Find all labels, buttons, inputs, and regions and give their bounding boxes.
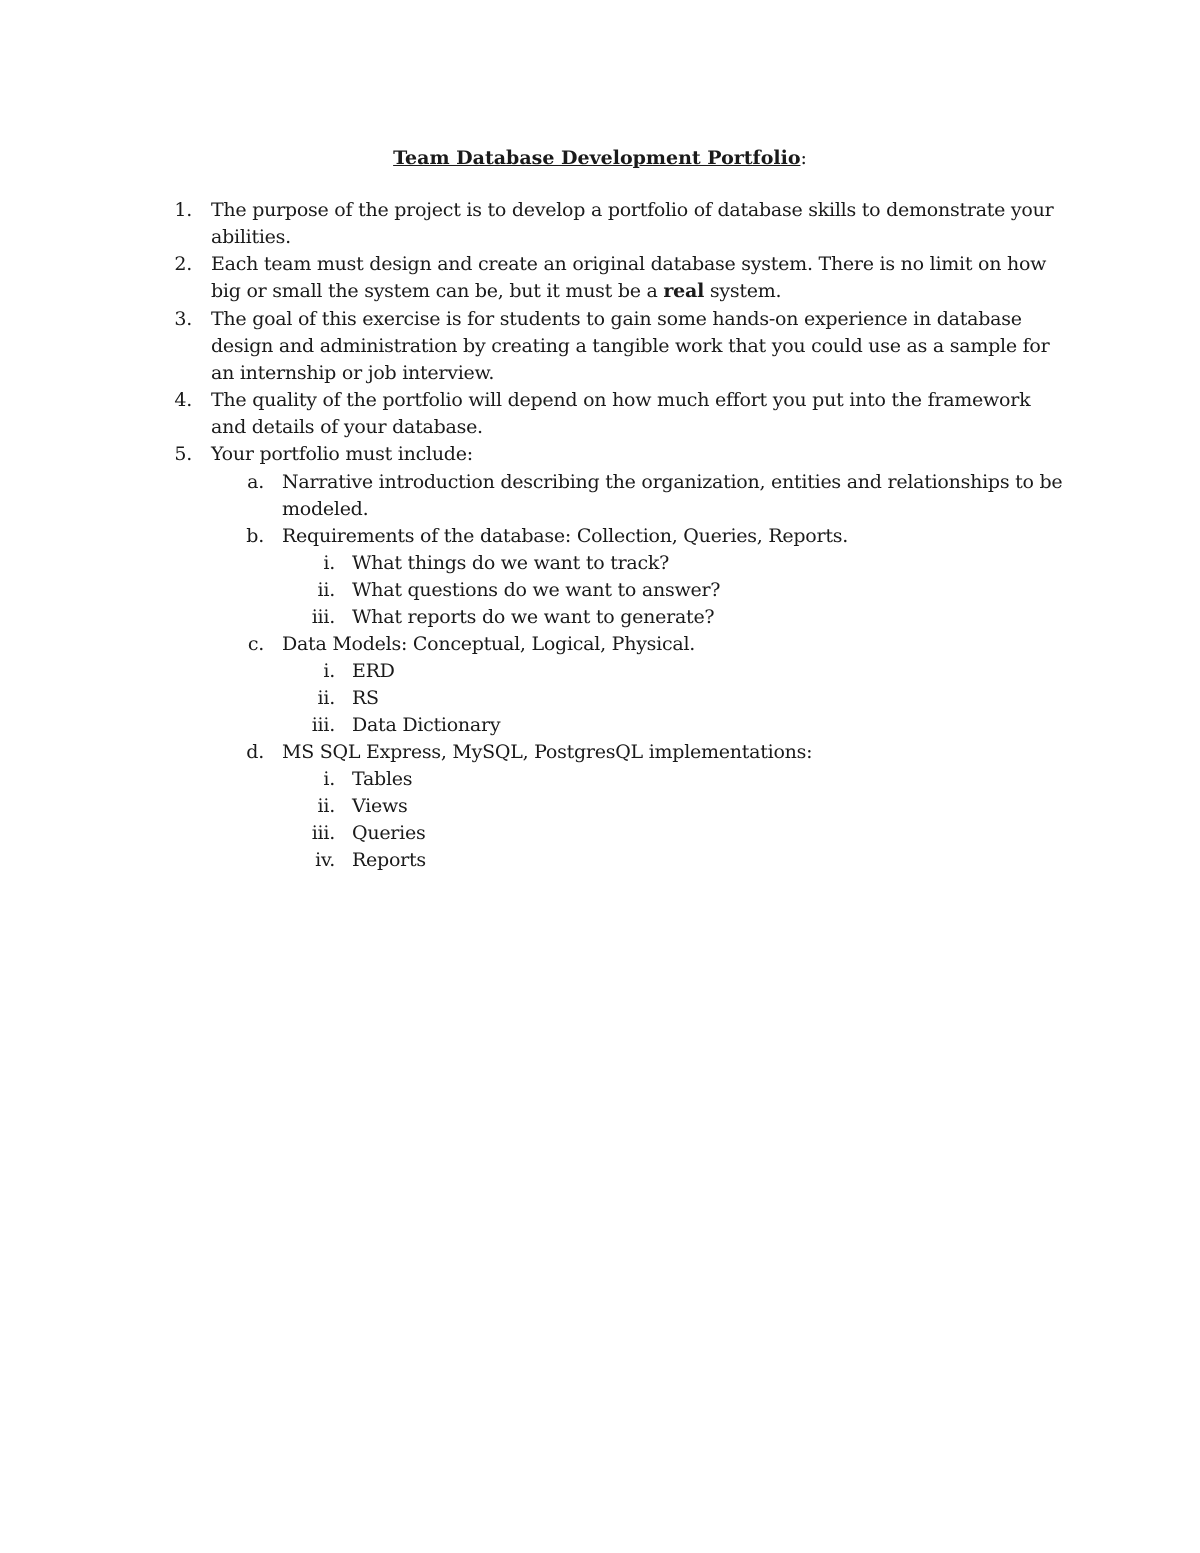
sublist-item-text: modeled.: [282, 498, 369, 520]
list-item-text: abilities.: [211, 226, 291, 248]
sublist-marker: c.: [247, 633, 264, 655]
sublist-item-text: Requirements of the database: Collection, Queries, Reports.: [282, 525, 849, 547]
emphasis-real: real: [663, 280, 705, 302]
roman-marker: ii.: [317, 795, 335, 817]
roman-marker: iii.: [311, 606, 335, 628]
list-item-text: The goal of this exercise is for students to gain some hands-on experience in database: [211, 308, 1022, 330]
list-item-text: and details of your database.: [211, 416, 483, 438]
title-line: [0, 145, 1200, 171]
list-item-text: design and administration by creating a tangible work that you could use as a sample for: [211, 335, 1050, 357]
sublist-item-text: MS SQL Express, MySQL, PostgresQL implementations:: [282, 741, 813, 763]
list-marker: 4.: [174, 389, 192, 411]
sublist-item-text: Narrative introduction describing the organization, entities and relationships to be: [282, 471, 1063, 493]
title-colon: :: [800, 147, 807, 169]
list-marker: 2.: [174, 253, 192, 275]
text-segment: system.: [704, 280, 782, 302]
roman-marker: i.: [323, 768, 335, 790]
list-item-text: Each team must design and create an original database system. There is no limit on how: [211, 253, 1047, 275]
sublist-marker: b.: [246, 525, 264, 547]
list-item-text: The purpose of the project is to develop a portfolio of database skills to demonstrate your: [211, 199, 1054, 221]
roman-item-text: RS: [352, 687, 379, 709]
list-marker: 1.: [174, 199, 192, 221]
list-item-text: an internship or job interview.: [211, 362, 495, 384]
roman-item-text: ERD: [352, 660, 395, 682]
roman-item-text: What reports do we want to generate?: [352, 606, 715, 628]
sublist-marker: d.: [246, 741, 264, 763]
roman-marker: ii.: [317, 687, 335, 709]
roman-item-text: Queries: [352, 822, 426, 844]
roman-marker: iii.: [311, 714, 335, 736]
list-item-text: The quality of the portfolio will depend on how much effort you put into the framework: [211, 389, 1031, 411]
list-item-text: Your portfolio must include:: [211, 443, 473, 465]
roman-marker: iii.: [311, 822, 335, 844]
roman-marker: i.: [323, 552, 335, 574]
roman-item-text: Data Dictionary: [352, 714, 501, 736]
list-marker: 5.: [174, 443, 192, 465]
list-item-text: [211, 278, 781, 305]
roman-marker: i.: [323, 660, 335, 682]
roman-item-text: What questions do we want to answer?: [352, 579, 721, 601]
roman-item-text: Tables: [352, 768, 413, 790]
document-title: Team Database Development Portfolio: [393, 147, 801, 169]
sublist-item-text: Data Models: Conceptual, Logical, Physical.: [282, 633, 696, 655]
text-segment: big or small the system can be, but it must be a: [211, 280, 664, 302]
roman-marker: ii.: [317, 579, 335, 601]
roman-marker: iv.: [315, 849, 335, 871]
sublist-marker: a.: [247, 471, 264, 493]
roman-item-text: Reports: [352, 849, 426, 871]
roman-item-text: Views: [352, 795, 408, 817]
roman-item-text: What things do we want to track?: [352, 552, 670, 574]
list-marker: 3.: [174, 308, 192, 330]
